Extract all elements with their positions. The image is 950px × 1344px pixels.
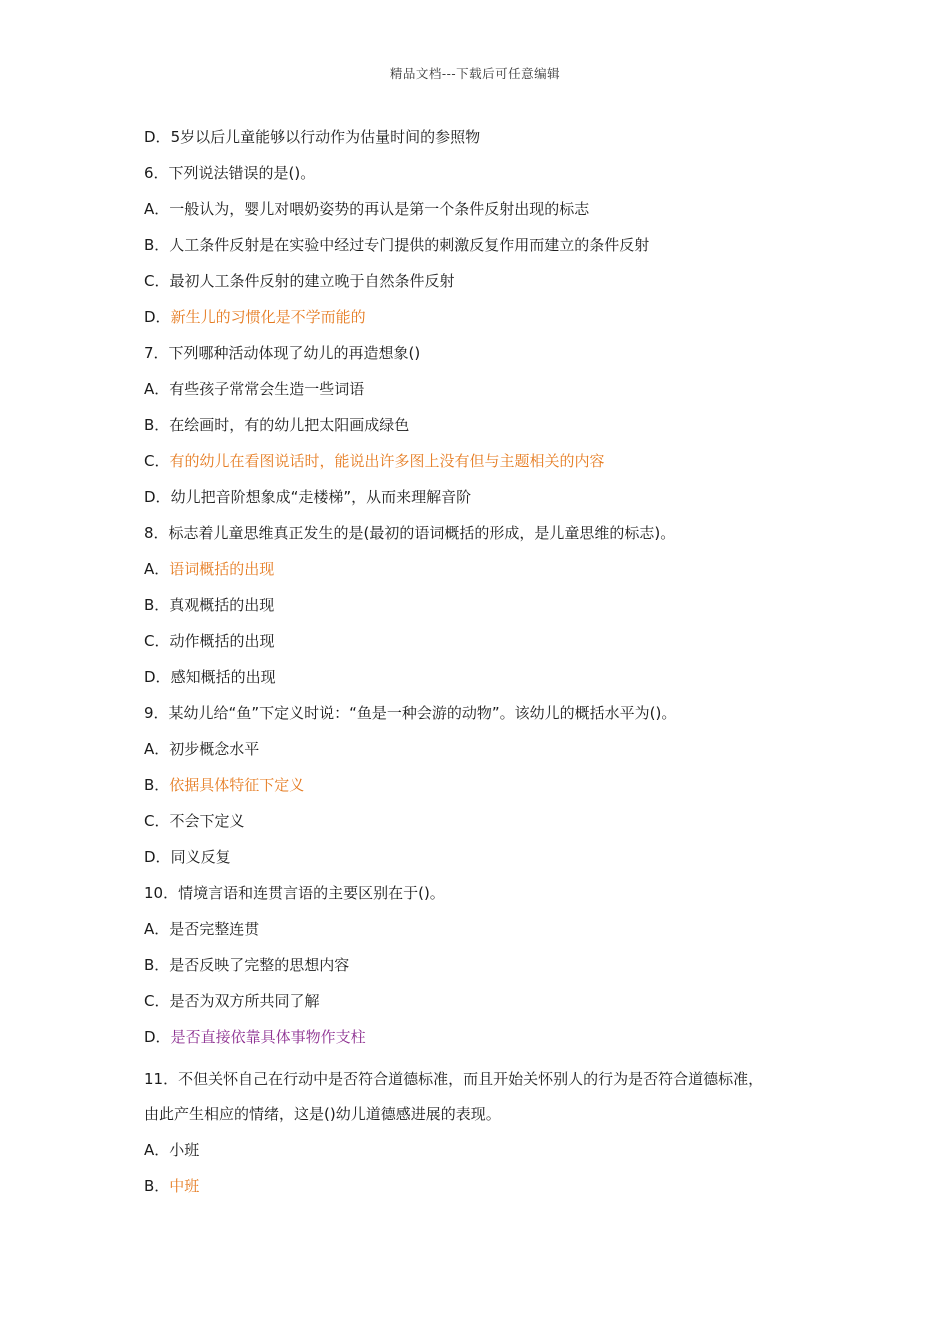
- page-header: 精品文档---下载后可任意编辑: [389, 66, 561, 81]
- option-a-q9: A．初步概念水平: [144, 740, 260, 758]
- option-a-q6: A．一般认为，婴儿对喂奶姿势的再认是第一个条件反射出现的标志: [144, 200, 590, 218]
- option-b-q8: B．真观概括的出现: [144, 596, 275, 614]
- option-b-q6: B．人工条件反射是在实验中经过专门提供的刺激反复作用而建立的条件反射: [144, 236, 650, 254]
- option-d-q8: D．感知概括的出现: [144, 668, 276, 686]
- question-8: 8．标志着儿童思维真正发生的是(最初的语词概括的形成，是儿童思维的标志)。: [144, 524, 676, 542]
- question-7: 7．下列哪种活动体现了幼儿的再造想象(): [144, 344, 421, 362]
- question-11-continued: 由此产生相应的情绪，这是()幼儿道德感进展的表现。: [144, 1105, 501, 1123]
- option-a-q10: A．是否完整连贯: [144, 920, 260, 938]
- option-d-q10-answer: D．是否直接依靠具体事物作支柱: [144, 1028, 366, 1046]
- option-a-q8-answer: A．语词概括的出现: [144, 560, 275, 578]
- question-11: 11．不但关怀自己在行动中是否符合道德标准，而且开始关怀别人的行为是否符合道德标准，: [144, 1070, 764, 1088]
- option-c-q7-answer: C．有的幼儿在看图说话时，能说出许多图上没有但与主题相关的内容: [144, 452, 605, 470]
- document-body: [144, 125, 824, 1210]
- option-b-q9-answer: B．依据具体特征下定义: [144, 776, 305, 794]
- option-a-q7: A．有些孩子常常会生造一些词语: [144, 380, 365, 398]
- option-d-q7: D．幼儿把音阶想象成“走楼梯”，从而来理解音阶: [144, 488, 472, 506]
- option-b-q10: B．是否反映了完整的思想内容: [144, 956, 350, 974]
- option-d-q5: D．5岁以后儿童能够以行动作为估量时间的参照物: [144, 128, 481, 146]
- option-c-q9: C．不会下定义: [144, 812, 245, 830]
- option-b-q7: B．在绘画时，有的幼儿把太阳画成绿色: [144, 416, 410, 434]
- option-c-q10: C．是否为双方所共同了解: [144, 992, 320, 1010]
- option-b-q11-answer: B．中班: [144, 1177, 200, 1195]
- question-10: 10．情境言语和连贯言语的主要区别在于()。: [144, 884, 445, 902]
- question-6: 6．下列说法错误的是()。: [144, 164, 316, 182]
- option-a-q11: A．小班: [144, 1141, 200, 1159]
- option-d-q9: D．同义反复: [144, 848, 231, 866]
- option-c-q6: C．最初人工条件反射的建立晚于自然条件反射: [144, 272, 455, 290]
- option-c-q8: C．动作概括的出现: [144, 632, 275, 650]
- option-d-q6-answer: D．新生儿的习惯化是不学而能的: [144, 308, 366, 326]
- question-9: 9．某幼儿给“鱼”下定义时说：“鱼是一种会游的动物”。该幼儿的概括水平为()。: [144, 704, 677, 722]
